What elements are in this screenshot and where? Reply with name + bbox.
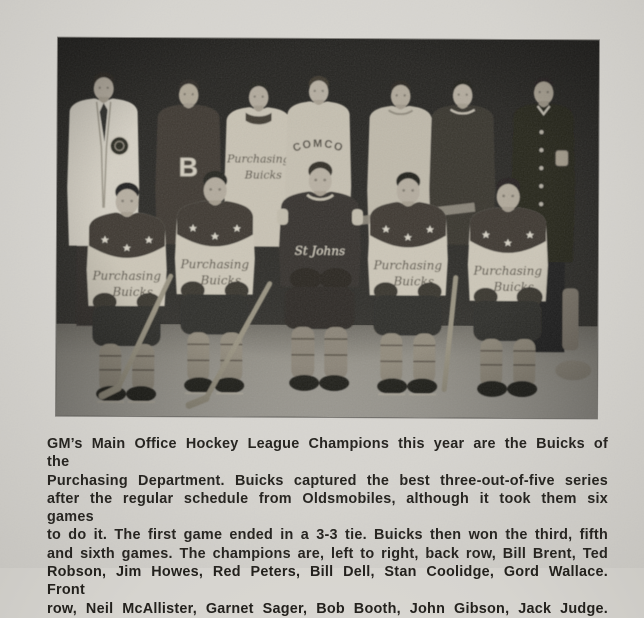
caption-line-1: GM’s Main Office Hockey League Champions this year are the Buicks of the [47, 436, 608, 471]
team-photo [56, 38, 599, 419]
caption-line-7: row, Neil McAllister, Garnet Sager, Bob Booth, John Gibson, Jack Judge. [47, 600, 608, 617]
caption-line-6: Robson, Jim Howes, Red Peters, Bill Dell, Stan Coolidge, Gord Wallace. Front [47, 564, 608, 599]
caption-line-3: after the regular schedule from Oldsmobiles, although it took them six games [47, 490, 608, 526]
caption-line-4: to do it. The first game ended in a 3-3 tie. Buicks then won the third, fifth [47, 527, 608, 544]
photo-vignette [56, 38, 599, 419]
team-photo-illustration [56, 38, 599, 419]
caption-line-2: Purchasing Department. Buicks captured the best three-out-of-five series [47, 472, 608, 489]
caption-line-5: and sixth games. The champions are, left to right, back row, Bill Brent, Ted [47, 545, 608, 562]
photo-caption [47, 435, 608, 618]
